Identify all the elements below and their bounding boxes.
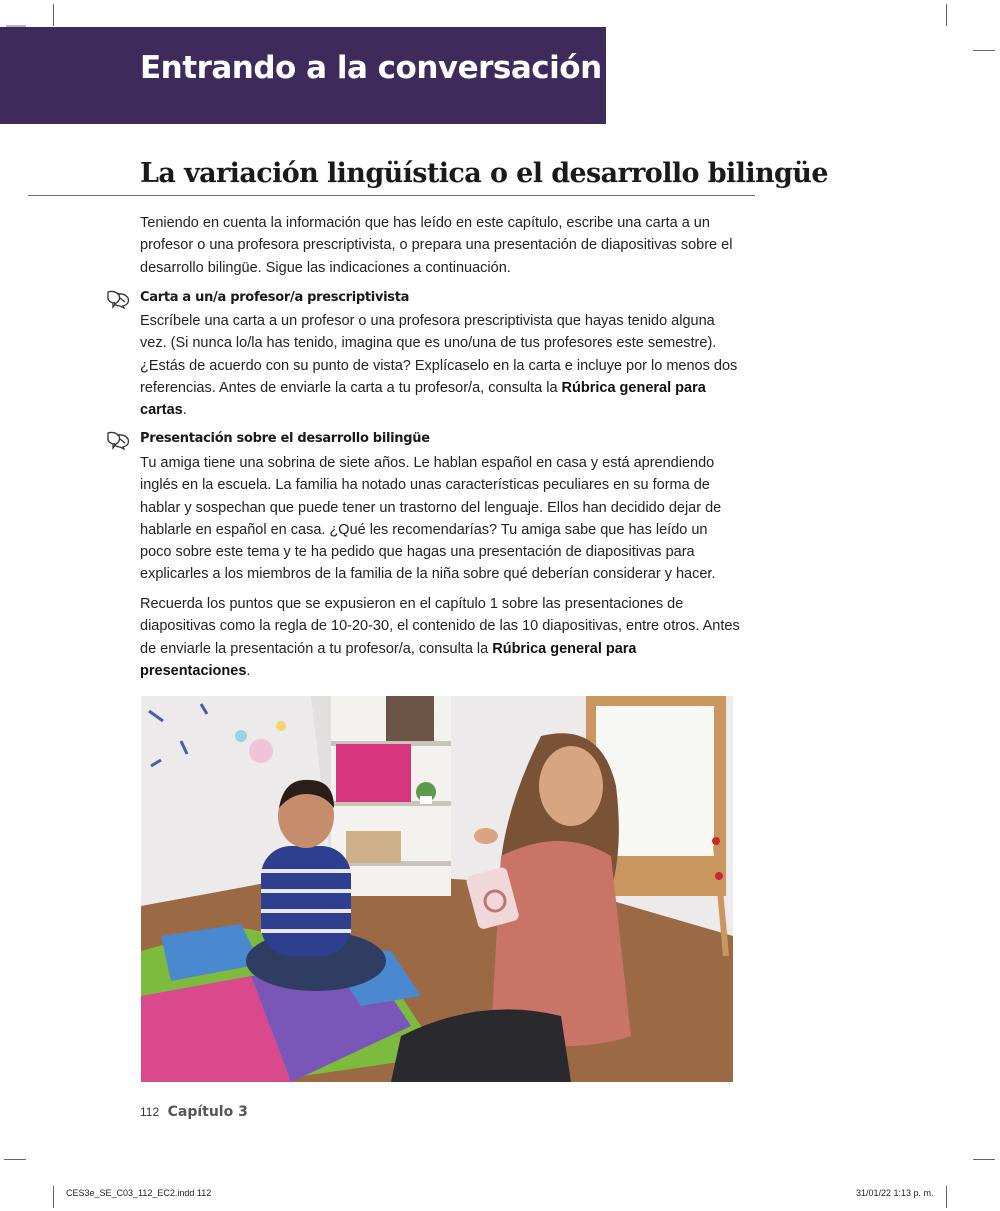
page-number: 112 — [140, 1105, 160, 1119]
section-title: La variación lingüística o el desarrollo bilingüe — [140, 158, 828, 189]
crop-mark — [973, 50, 995, 51]
page-footer — [140, 1103, 248, 1121]
photo-therapy-session — [141, 696, 733, 1082]
chat-bubbles-icon — [105, 289, 133, 309]
reminder-paragraph — [140, 593, 740, 682]
crop-mark — [946, 4, 947, 26]
reminder-text: Recuerda los puntos que se expusieron en el capítulo 1 sobre las presentaciones de diapositivas como la regla de 10-20-30, el contenido de las 10 diapositivas, entre otros. Antes de enviarle la presentación a tu profesor/a, consulta la — [140, 596, 740, 657]
crop-mark — [53, 4, 54, 26]
crop-mark — [53, 1186, 54, 1208]
chapter-label: Capítulo 3 — [167, 1104, 248, 1120]
task1-heading: Carta a un/a profesor/a prescriptivista — [140, 290, 410, 305]
slug-filename: CES3e_SE_C03_112_EC2.indd 112 — [66, 1188, 212, 1198]
section-divider — [28, 195, 755, 196]
reminder-end: . — [246, 662, 251, 679]
task2-heading: Presentación sobre el desarrollo bilingüe — [140, 431, 430, 446]
task1-text: Escríbele una carta a un profesor o una profesora prescriptivista que hayas tenido alguna vez. (Si nunca lo/la has tenido, imagina que es uno/una de tus profesores este semestre). ¿Estás de acuerdo con su punto de vista? Explícaselo en la carta e incluye por lo menos dos referencias. Antes de enviarle la carta a tu profesor/a, consulta la — [140, 313, 738, 396]
slug-date: 31/01/22 1:13 p. m. — [856, 1188, 934, 1198]
crop-mark — [4, 1159, 26, 1160]
task2-paragraph: Tu amiga tiene una sobrina de siete años. Le hablan español en casa y está aprendiendo inglés en la escuela. La familia ha notado unas características peculiares en su forma de hablar y sospechan que puede tener un trastorno del lenguaje. Ellos han decidido dejar de hablarle en español en casa. ¿Qué les recomendarías? Tu amiga sabe que has leído un poco sobre este tema y te ha pedido que hagas una presentación de diapositivas para explicarles a los miembros de la familia de la niña sobre qué deberían considerar y hacer. — [140, 455, 722, 583]
page-title: Entrando a la conversación 2 — [140, 50, 634, 86]
header-dash — [6, 25, 26, 27]
crop-mark — [946, 1186, 947, 1208]
photo-illustration — [141, 696, 733, 1082]
crop-mark — [973, 1159, 995, 1160]
reminder-rubric-link: Rúbrica general para presentaciones — [140, 640, 637, 679]
task1-paragraph — [140, 310, 740, 421]
intro-paragraph: Teniendo en cuenta la información que has leído en este capítulo, escribe una carta a un profesor o una profesora prescriptivista, o prepara una presentación de diapositivas sobre el desarrollo bilingüe. Sigue las indicaciones a continuación. — [140, 215, 733, 276]
task1-end: . — [182, 402, 187, 419]
chat-bubbles-icon — [105, 430, 133, 450]
task1-rubric-link: Rúbrica general para cartas — [140, 379, 706, 419]
